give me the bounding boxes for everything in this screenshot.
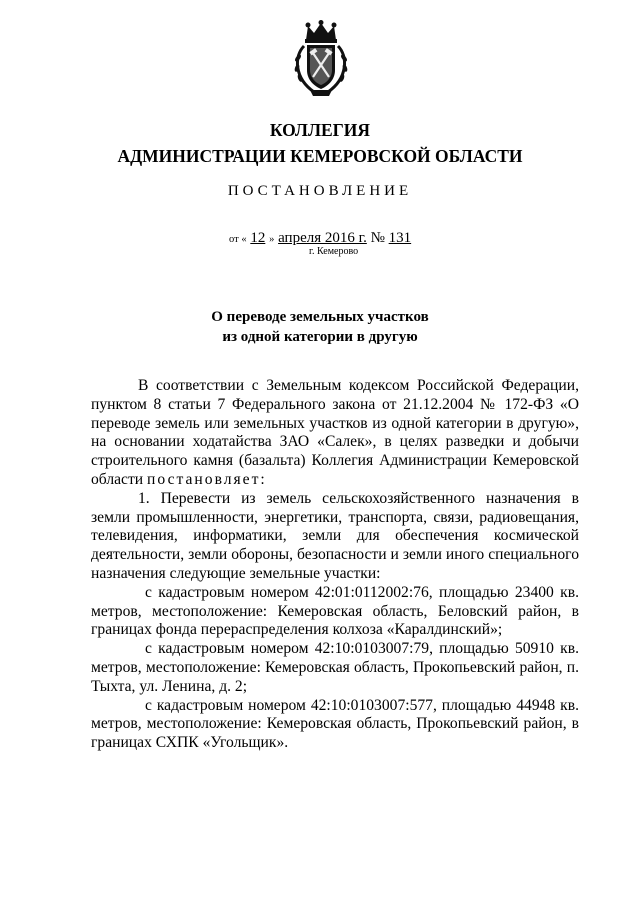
coat-of-arms-icon — [292, 20, 350, 102]
parcel-paragraph: с кадастровым номером 42:10:0103007:79, площадью 50910 кв. метров, местоположение: Кемеровская область, Прокопьевский район, п. Тыхта, ул. Ленина, д. 2; — [91, 640, 579, 695]
date-mid: » — [269, 234, 275, 245]
parcel-paragraph: с кадастровым номером 42:10:0103007:577, площадью 44948 кв. метров, местоположение: Кемеровская область, Прокопьевский район, в границах СХПК «Угольщик». — [91, 696, 579, 752]
document-title-line1: О переводе земельных участков — [211, 309, 429, 325]
preamble-text: В соответствии с Земельным кодексом Российской Федерации, пунктом 8 статьи 7 Федерального закона от 21.12.2004 № 172-ФЗ «О переводе земель или земельных участков из одной категории в другую», на основании ходатайства ЗАО «Салек», в целях разведки и добычи строительного камня (базальта) Коллегия Администрации Кемеровской области — [91, 377, 579, 488]
document-body — [91, 377, 579, 753]
number-sign: № — [370, 230, 385, 246]
date-month-year: апреля 2016 г. — [278, 230, 367, 246]
document-number: 131 — [388, 230, 412, 246]
org-name-line1: КОЛЛЕГИЯ — [269, 120, 371, 140]
preamble-paragraph — [91, 377, 579, 490]
parcel-paragraph: с кадастровым номером 42:01:0112002:76, площадью 23400 кв. метров, местоположение: Кемеровская область, Беловский район, в границах фонда перераспределения колхоза «Каралдинский»; — [91, 583, 579, 639]
city-name: г. Кемерово — [309, 246, 359, 257]
org-name-line2: АДМИНИСТРАЦИИ КЕМЕРОВСКОЙ ОБЛАСТИ — [117, 146, 523, 166]
item-1-paragraph: 1. Перевести из земель сельскохозяйственного назначения в земли промышленности, энергетики, транспорта, связи, радиовещания, телевидения, информатики, земли для обеспечения космической деятельности, земли обороны, безопасности и земли иного специального назначения следующие земельные участки: — [91, 489, 579, 582]
document-title-line2: из одной категории в другую — [222, 329, 418, 345]
decree-word: постановляет: — [147, 470, 267, 488]
date-prefix: от « — [229, 234, 247, 245]
document-type: ПОСТАНОВЛЕНИЕ — [227, 183, 413, 199]
date-day: 12 — [250, 230, 266, 246]
